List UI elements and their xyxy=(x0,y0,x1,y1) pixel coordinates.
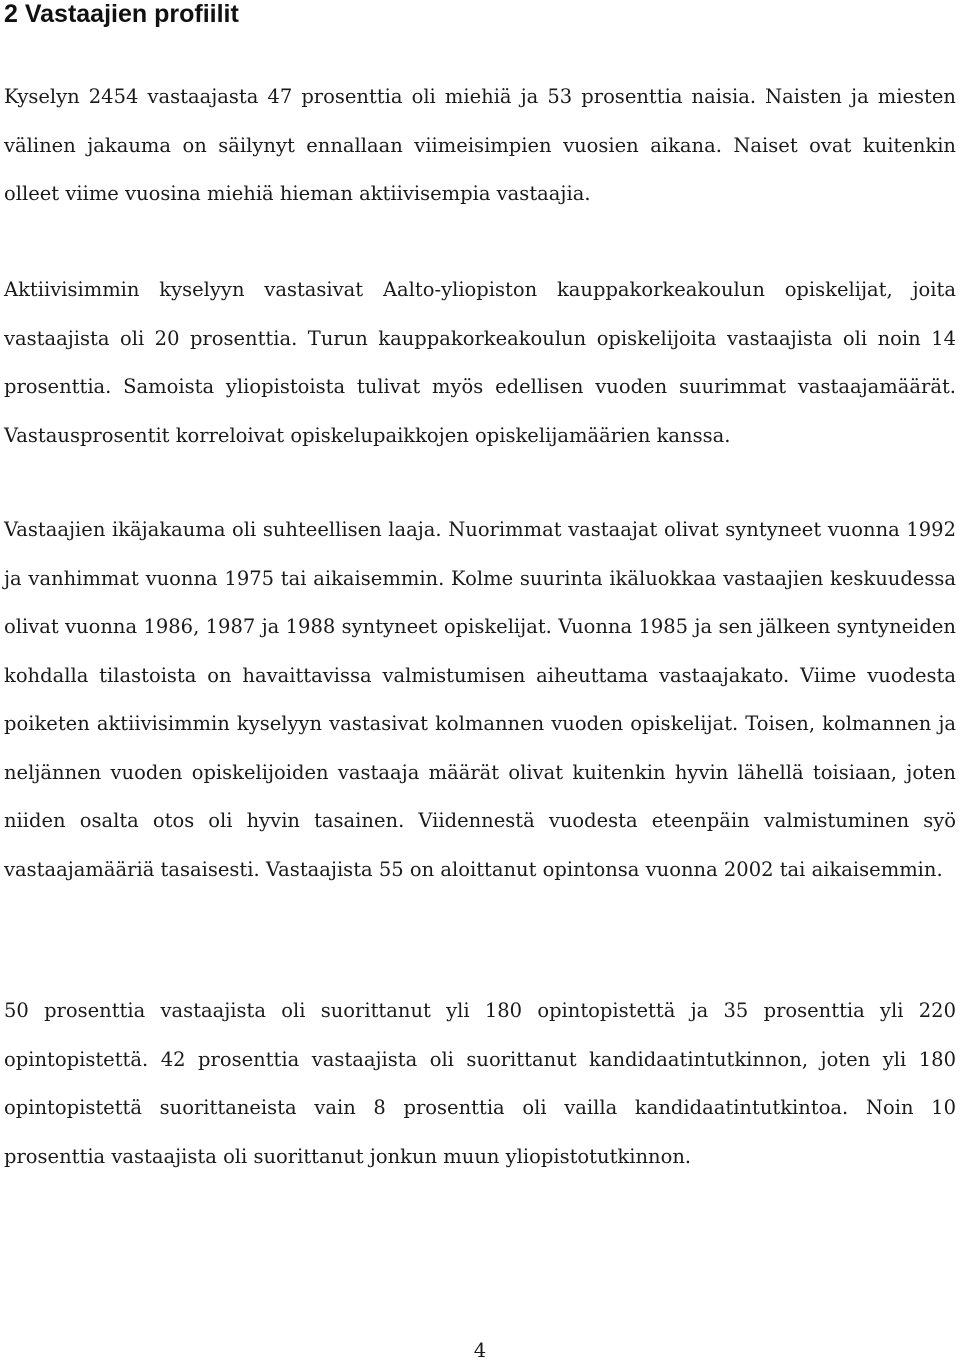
paragraph-universities: Aktiivisimmin kyselyyn vastasivat Aalto-yliopiston kauppakorkeakoulun opiskelijat, joita vastaajista oli 20 prosenttia. Turun kauppakorkeakoulun opiskelijoita vastaajista oli noin 14 prosenttia. Samoista yliopistoista tulivat myös edellisen vuoden suurimmat vastaajamäärät. Vastausprosentit korreloivat opiskelupaikkojen opiskelijamäärien kanssa. xyxy=(4,278,956,447)
paragraph-age-distribution: Vastaajien ikäjakauma oli suhteellisen laaja. Nuorimmat vastaajat olivat syntyneet vuonna 1992 ja vanhimmat vuonna 1975 tai aikaisemmin. Kolme suurinta ikäluokkaa vastaajien keskuudessa olivat vuonna 1986, 1987 ja 1988 syntyneet opiskelijat. Vuonna 1985 ja sen jälkeen syntyneiden kohdalla tilastoista on havaittavissa valmistumisen aiheuttama vastaajakato. Viime vuodesta poiketen aktiivisimmin kyselyyn vastasivat kolmannen vuoden opiskelijat. Toisen, kolmannen ja neljännen vuoden opiskelijoiden vastaaja määrät olivat kuitenkin hyvin lähellä toisiaan, joten niiden osalta otos oli hyvin tasainen. Viidennestä vuodesta eteenpäin valmistuminen syö vastaajamääriä tasaisesti. Vastaajista 55 on aloittanut opintonsa vuonna 2002 tai aikaisemmin. xyxy=(4,518,956,881)
paragraph-study-credits: 50 prosenttia vastaajista oli suorittanut yli 180 opintopistettä ja 35 prosenttia yli 220 opintopistettä. 42 prosenttia vastaajista oli suorittanut kandidaatintutkinnon, joten yli 180 opintopistettä suorittaneista vain 8 prosenttia oli vailla kandidaatintutkintoa. Noin 10 prosenttia vastaajista oli suorittanut jonkun muun yliopistotutkinnon. xyxy=(4,999,956,1168)
page-number: 4 xyxy=(473,1339,487,1362)
section-heading: 2 Vastaajien profiilit xyxy=(4,0,239,28)
paragraph-gender-distribution: Kyselyn 2454 vastaajasta 47 prosenttia oli miehiä ja 53 prosenttia naisia. Naisten ja miesten välinen jakauma on säilynyt ennallaan viimeisimpien vuosien aikana. Naiset ovat kuitenkin olleet viime vuosina miehiä hieman aktiivisempia vastaajia. xyxy=(4,85,956,205)
